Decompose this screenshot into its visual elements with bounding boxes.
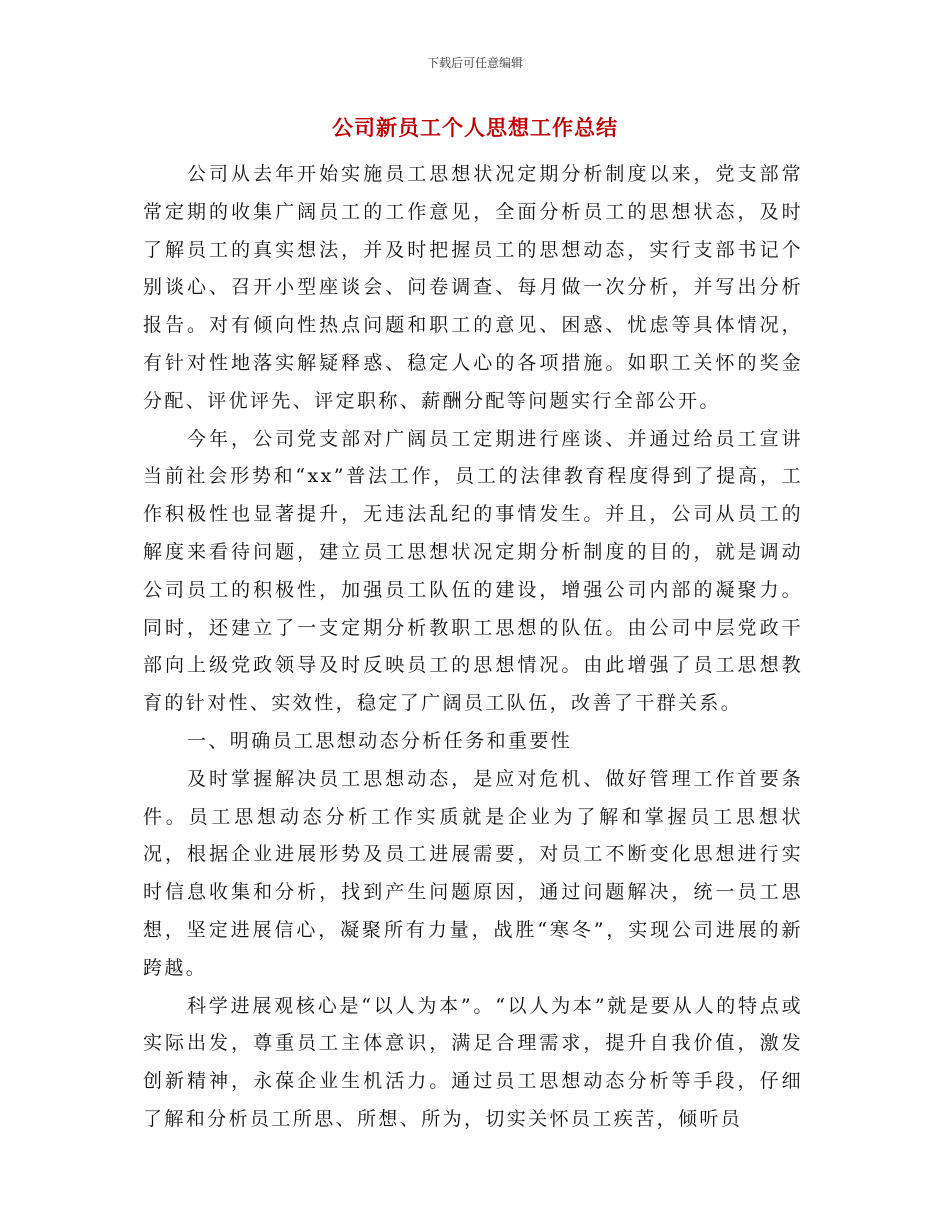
document-body xyxy=(143,156,803,1139)
paragraph-4: 科学进展观核心是“以人为本”。“以人为本”就是要从人的特点或实际出发，尊重员工主体意识，满足合理需求，提升自我价值，激发创新精神，永葆企业生机活力。通过员工思想动态分析等手段，仔细了解和分析员工所思、所想、所为，切实关怀员工疾苦，倾听员 xyxy=(143,994,803,1130)
paragraph-2: 今年，公司党支部对广阔员工定期进行座谈、并通过给员工宣讲当前社会形势和“xx”普法工作，员工的法律教育程度得到了提高，工作积极性也显著提升，无违法乱纪的事情发生。并且，公司从员工的解度来看待问题，建立员工思想状况定期分析制度的目的，就是调动公司员工的积极性，加强员工队伍的建设，增强公司内部的凝聚力。同时，还建立了一支定期分析教职工思想的队伍。由公司中层党政干部向上级党政领导及时反映员工的思想情况。由此增强了员工思想教育的针对性、实效性，稳定了广阔员工队伍，改善了干群关系。 xyxy=(143,427,803,715)
paragraph-3: 及时掌握解决员工思想动态，是应对危机、做好管理工作首要条件。员工思想动态分析工作实质就是企业为了解和掌握员工思想状况，根据企业进展形势及员工进展需要，对员工不断变化思想进行实时信息收集和分析，找到产生问题原因，通过问题解决，统一员工思想，坚定进展信心，凝聚所有力量，战胜“寒冬”，实现公司进展的新跨越。 xyxy=(143,767,803,979)
section-heading-1: 一、明确员工思想动态分析任务和重要性 xyxy=(187,729,573,752)
document-title: 公司新员工个人思想工作总结 xyxy=(332,116,618,140)
paragraph-1: 公司从去年开始实施员工思想状况定期分析制度以来，党支部常常定期的收集广阔员工的工作意见，全面分析员工的思想状态，及时了解员工的真实想法，并及时把握员工的思想动态，实行支部书记个别谈心、召开小型座谈会、问卷调查、每月做一次分析，并写出分析报告。对有倾向性热点问题和职工的意见、困惑、忧虑等具体情况，有针对性地落实解疑释惑、稳定人心的各项措施。如职工关怀的奖金分配、评优评先、评定职称、薪酬分配等问题实行全部公开。 xyxy=(143,163,803,412)
header-note: 下载后可任意编辑 xyxy=(426,56,523,70)
